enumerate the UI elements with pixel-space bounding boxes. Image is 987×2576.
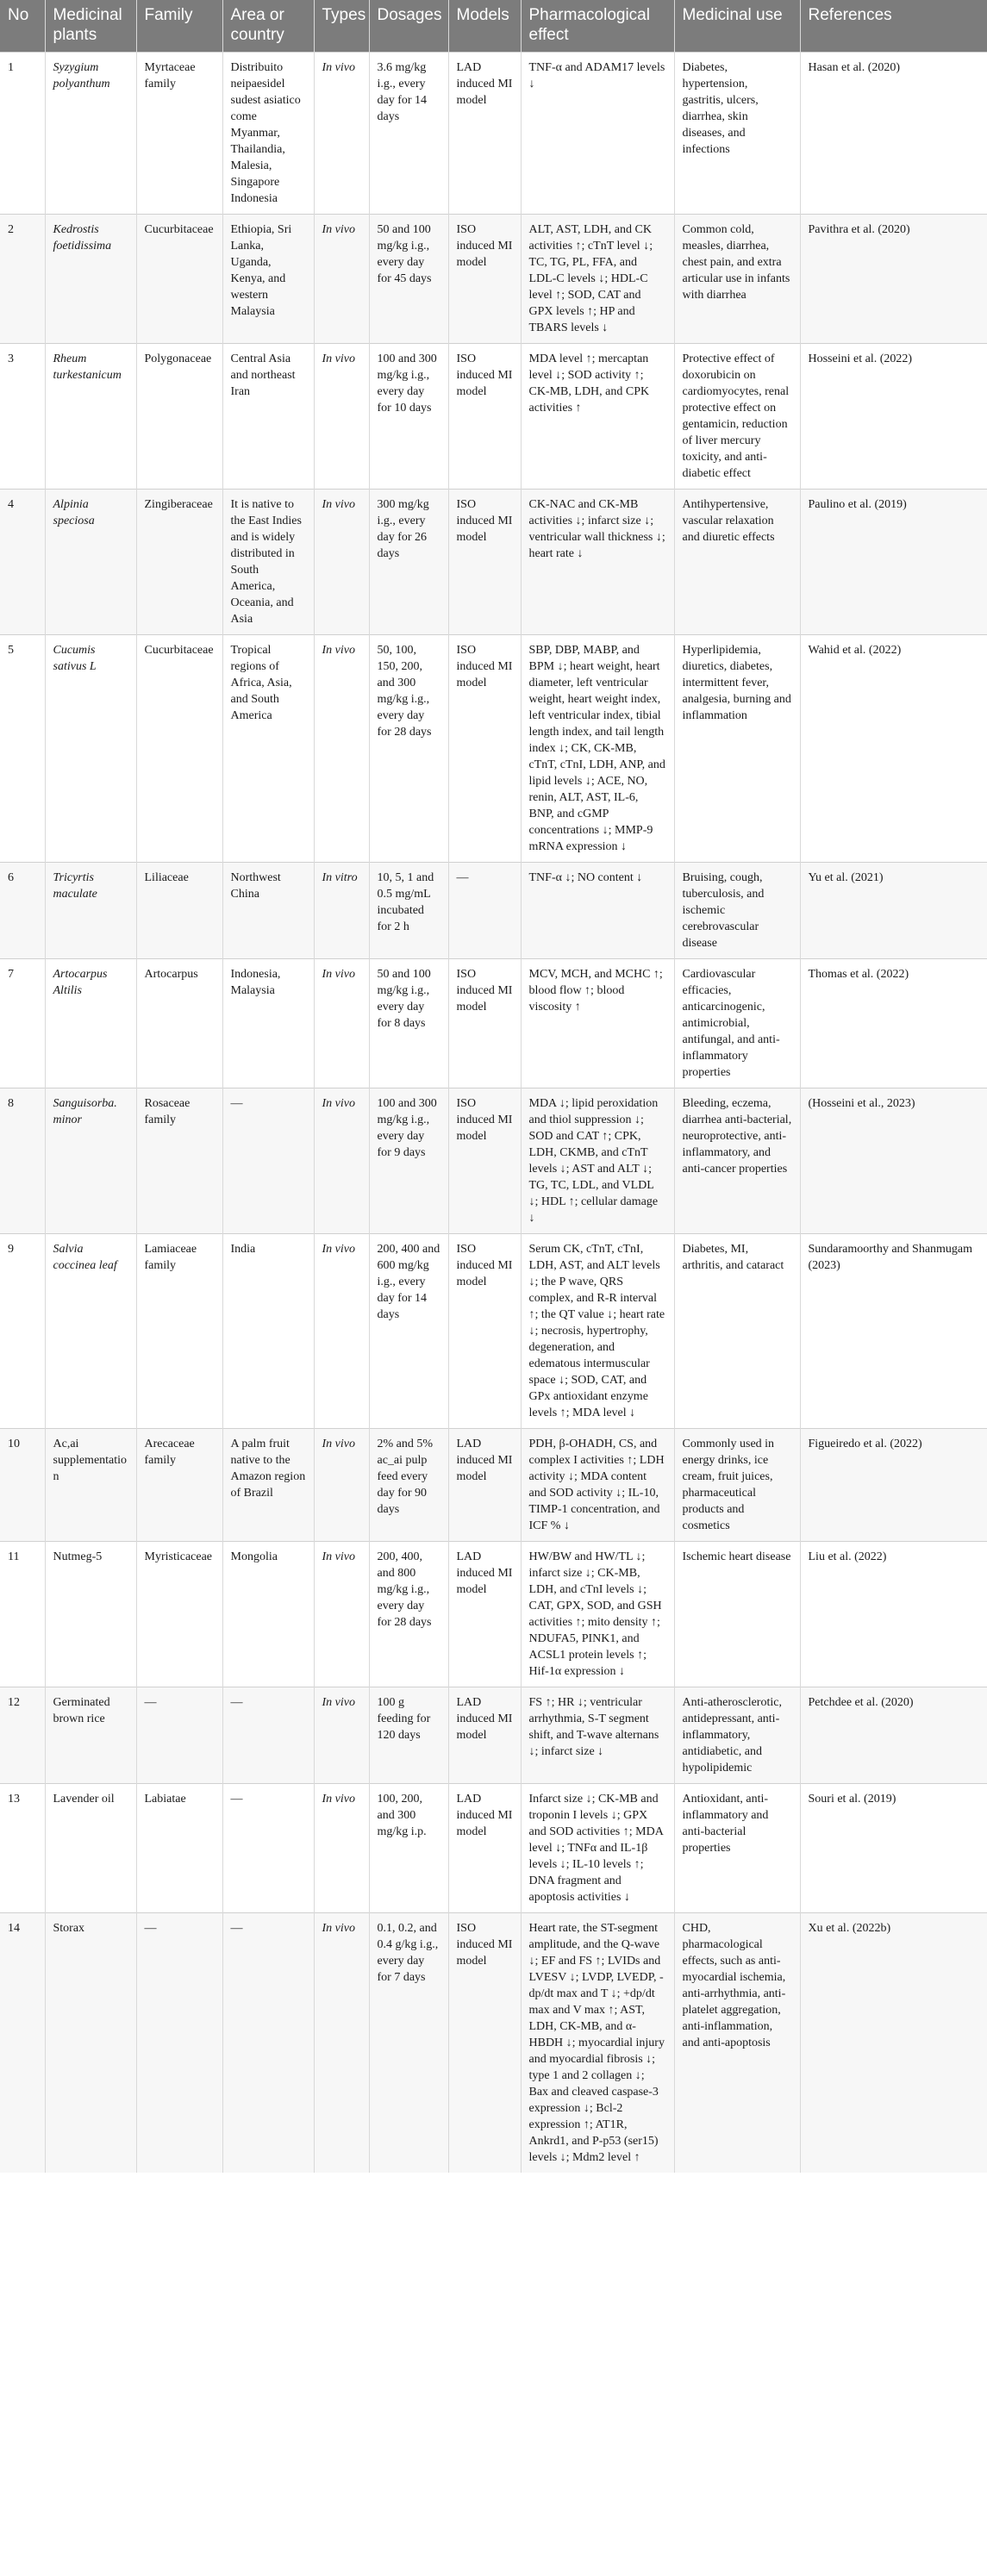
cell-medicinal-use: Hyperlipidemia, diuretics, diabetes, intermittent fever, analgesia, burning and inflammation (674, 635, 800, 863)
cell-model: ISO induced MI model (448, 1913, 521, 2174)
cell-no: 1 (0, 53, 45, 215)
header-medicinal-use: Medicinal use (674, 0, 800, 53)
cell-medicinal-use: Diabetes, MI, arthritis, and cataract (674, 1234, 800, 1429)
table-body (0, 53, 987, 2174)
cell-medicinal-plant: Germinated brown rice (45, 1687, 136, 1784)
cell-no: 11 (0, 1542, 45, 1687)
cell-family: Polygonaceae (136, 344, 222, 490)
cell-no: 9 (0, 1234, 45, 1429)
cell-medicinal-plant: Lavender oil (45, 1784, 136, 1913)
cell-type: In vivo (314, 53, 369, 215)
cell-model: LAD induced MI model (448, 53, 521, 215)
cell-dosage: 0.1, 0.2, and 0.4 g/kg i.g., every day for 7 days (369, 1913, 448, 2174)
cell-pharmacological-effect: HW/BW and HW/TL ↓; infarct size ↓; CK-MB, LDH, and cTnI levels ↓; CAT, GPX, SOD, and GSH activities ↑; mito density ↑; NDUFA5, PINK1, and ACSL1 protein levels ↑; Hif-1α expression ↓ (521, 1542, 674, 1687)
cell-medicinal-use: Diabetes, hypertension, gastritis, ulcers, diarrhea, skin diseases, and infections (674, 53, 800, 215)
header-pharmacological-effect: Pharmacological effect (521, 0, 674, 53)
cell-type: In vivo (314, 1784, 369, 1913)
cell-medicinal-plant: Nutmeg-5 (45, 1542, 136, 1687)
header-area-or-country: Area or country (222, 0, 314, 53)
cell-pharmacological-effect: Serum CK, cTnT, cTnI, LDH, AST, and ALT levels ↓; the P wave, QRS complex, and R-R interval ↑; the QT value ↓; heart rate ↓; necrosis, hypertrophy, degeneration, and edematous intermuscular space ↓; SOD, CAT, and GPx antioxidant enzyme levels ↑; MDA level ↓ (521, 1234, 674, 1429)
cell-type: In vivo (314, 344, 369, 490)
cell-pharmacological-effect: ALT, AST, LDH, and CK activities ↑; cTnT level ↓; TC, TG, PL, FFA, and LDL-C levels ↓; HDL-C level ↑; SOD, CAT and GPX levels ↑; HP and TBARS levels ↓ (521, 215, 674, 344)
cell-family: Liliaceae (136, 863, 222, 959)
cell-model: LAD induced MI model (448, 1542, 521, 1687)
cell-area: Indonesia, Malaysia (222, 959, 314, 1088)
cell-family: Artocarpus (136, 959, 222, 1088)
cell-medicinal-use: Commonly used in energy drinks, ice cream, fruit juices, pharmaceutical products and cosmetics (674, 1429, 800, 1542)
cell-medicinal-use: CHD, pharmacological effects, such as anti-myocardial ischemia, anti-arrhythmia, anti-platelet aggregation, anti-inflammation, and anti-apoptosis (674, 1913, 800, 2174)
cell-reference: Wahid et al. (2022) (800, 635, 987, 863)
cell-type: In vivo (314, 959, 369, 1088)
cell-dosage: 2% and 5% ac_ai pulp feed every day for 90 days (369, 1429, 448, 1542)
cell-dosage: 100, 200, and 300 mg/kg i.p. (369, 1784, 448, 1913)
cell-family: Myrtaceae family (136, 53, 222, 215)
cell-area: A palm fruit native to the Amazon region of Brazil (222, 1429, 314, 1542)
cell-model: ISO induced MI model (448, 1088, 521, 1234)
cell-family: Lamiaceae family (136, 1234, 222, 1429)
cell-model: LAD induced MI model (448, 1429, 521, 1542)
cell-no: 6 (0, 863, 45, 959)
header-references: References (800, 0, 987, 53)
header-dosages: Dosages (369, 0, 448, 53)
cell-medicinal-plant: Storax (45, 1913, 136, 2174)
cell-area: India (222, 1234, 314, 1429)
cell-area: Ethiopia, Sri Lanka, Uganda, Kenya, and western Malaysia (222, 215, 314, 344)
cell-medicinal-plant: Artocarpus Altilis (45, 959, 136, 1088)
cell-reference: Souri et al. (2019) (800, 1784, 987, 1913)
cell-area: — (222, 1784, 314, 1913)
header-family: Family (136, 0, 222, 53)
cell-medicinal-plant: Rheum turkestanicum (45, 344, 136, 490)
cell-pharmacological-effect: SBP, DBP, MABP, and BPM ↓; heart weight, heart diameter, left ventricular weight, heart weight index, left ventricular index, tibial length index, and tail length index ↓; CK, CK-MB, cTnT, cTnI, LDH, ANP, and lipid levels ↓; ACE, NO, renin, ALT, AST, IL-6, BNP, and cGMP concentrations ↓; MMP-9 mRNA expression ↓ (521, 635, 674, 863)
cell-medicinal-use: Bruising, cough, tuberculosis, and ischemic cerebrovascular disease (674, 863, 800, 959)
cell-pharmacological-effect: MCV, MCH, and MCHC ↑; blood flow ↑; blood viscosity ↑ (521, 959, 674, 1088)
cell-reference: Petchdee et al. (2020) (800, 1687, 987, 1784)
table-row (0, 1542, 987, 1687)
cell-area: It is native to the East Indies and is widely distributed in South America, Oceania, and Asia (222, 490, 314, 635)
cell-medicinal-use: Anti-atherosclerotic, antidepressant, anti-inflammatory, antidiabetic, and hypolipidemic (674, 1687, 800, 1784)
cell-pharmacological-effect: CK-NAC and CK-MB activities ↓; infarct size ↓; ventricular wall thickness ↓; heart rate ↓ (521, 490, 674, 635)
cell-pharmacological-effect: MDA ↓; lipid peroxidation and thiol suppression ↓; SOD and CAT ↑; CPK, LDH, CKMB, and cTnT levels ↓; AST and ALT ↓; TG, TC, LDL, and VLDL ↓; HDL ↑; cellular damage ↓ (521, 1088, 674, 1234)
cell-family: Myristicaceae (136, 1542, 222, 1687)
cell-no: 14 (0, 1913, 45, 2174)
cell-family: — (136, 1687, 222, 1784)
cell-type: In vivo (314, 215, 369, 344)
table-row (0, 1088, 987, 1234)
table-row (0, 635, 987, 863)
header-medicinal-plants: Medicinal plants (45, 0, 136, 53)
cell-area: — (222, 1913, 314, 2174)
cell-model: ISO induced MI model (448, 344, 521, 490)
cell-reference: Pavithra et al. (2020) (800, 215, 987, 344)
cell-reference: Hasan et al. (2020) (800, 53, 987, 215)
header-row (0, 0, 987, 53)
cell-no: 4 (0, 490, 45, 635)
cell-type: In vivo (314, 1542, 369, 1687)
cell-reference: Thomas et al. (2022) (800, 959, 987, 1088)
table-row (0, 490, 987, 635)
cell-medicinal-plant: Ac,ai supplementation (45, 1429, 136, 1542)
cell-model: LAD induced MI model (448, 1784, 521, 1913)
cell-medicinal-use: Ischemic heart disease (674, 1542, 800, 1687)
cell-reference: Paulino et al. (2019) (800, 490, 987, 635)
header-no: No (0, 0, 45, 53)
cell-pharmacological-effect: Heart rate, the ST-segment amplitude, and the Q-wave ↓; EF and FS ↑; LVIDs and LVESV ↓; LVDP, LVEDP, -dp/dt max and T ↓; +dp/dt max and V max ↑; AST, LDH, CK-MB, and α-HBDH ↓; myocardial injury and myocardial fibrosis ↓; type 1 and 2 collagen ↓; Bax and cleaved caspase-3 expression ↓; Bcl-2 expression ↑; AT1R, Ankrd1, and P-p53 (ser15) levels ↓; Mdm2 level ↑ (521, 1913, 674, 2174)
cell-medicinal-use: Cardiovascular efficacies, anticarcinogenic, antimicrobial, antifungal, and anti-inflammatory properties (674, 959, 800, 1088)
table-row (0, 215, 987, 344)
cell-family: — (136, 1913, 222, 2174)
cell-dosage: 3.6 mg/kg i.g., every day for 14 days (369, 53, 448, 215)
cell-type: In vivo (314, 1687, 369, 1784)
cell-area: — (222, 1687, 314, 1784)
cell-dosage: 300 mg/kg i.g., every day for 26 days (369, 490, 448, 635)
cell-reference: Hosseini et al. (2022) (800, 344, 987, 490)
cell-family: Cucurbitaceae (136, 215, 222, 344)
cell-medicinal-use: Antioxidant, anti-inflammatory and anti-bacterial properties (674, 1784, 800, 1913)
cell-no: 10 (0, 1429, 45, 1542)
cell-dosage: 100 and 300 mg/kg i.g., every day for 10 days (369, 344, 448, 490)
cell-family: Rosaceae family (136, 1088, 222, 1234)
table-row (0, 1784, 987, 1913)
cell-model: ISO induced MI model (448, 1234, 521, 1429)
cell-reference: Liu et al. (2022) (800, 1542, 987, 1687)
cell-no: 7 (0, 959, 45, 1088)
table-row (0, 1429, 987, 1542)
table-row (0, 1913, 987, 2174)
cell-family: Zingiberaceae (136, 490, 222, 635)
cell-dosage: 50, 100, 150, 200, and 300 mg/kg i.g., every day for 28 days (369, 635, 448, 863)
cell-area: Tropical regions of Africa, Asia, and South America (222, 635, 314, 863)
cell-pharmacological-effect: MDA level ↑; mercaptan level ↓; SOD activity ↑; CK-MB, LDH, and CPK activities ↑ (521, 344, 674, 490)
table-row (0, 344, 987, 490)
cell-type: In vivo (314, 1234, 369, 1429)
cell-no: 13 (0, 1784, 45, 1913)
cell-no: 12 (0, 1687, 45, 1784)
cell-family: Labiatae (136, 1784, 222, 1913)
cell-medicinal-plant: Syzygium polyanthum (45, 53, 136, 215)
cell-area: Mongolia (222, 1542, 314, 1687)
cell-pharmacological-effect: Infarct size ↓; CK-MB and troponin I levels ↓; GPX and SOD activities ↑; MDA level ↓; TNFα and IL-1β levels ↓; IL-10 levels ↑; DNA fragment and apoptosis activities ↓ (521, 1784, 674, 1913)
cell-model: ISO induced MI model (448, 635, 521, 863)
cell-dosage: 10, 5, 1 and 0.5 mg/mL incubated for 2 h (369, 863, 448, 959)
cell-type: In vitro (314, 863, 369, 959)
cell-family: Arecaceae family (136, 1429, 222, 1542)
cell-medicinal-plant: Alpinia speciosa (45, 490, 136, 635)
cell-pharmacological-effect: PDH, β-OHADH, CS, and complex I activities ↑; LDH activity ↓; MDA content and SOD activity ↓; IL-10, TIMP-1 concentration, and ICF % ↓ (521, 1429, 674, 1542)
cell-reference: Xu et al. (2022b) (800, 1913, 987, 2174)
table-row (0, 863, 987, 959)
cell-medicinal-use: Common cold, measles, diarrhea, chest pain, and extra articular use in infants with diarrhea (674, 215, 800, 344)
cell-pharmacological-effect: FS ↑; HR ↓; ventricular arrhythmia, S-T segment shift, and T-wave alternans ↓; infarct size ↓ (521, 1687, 674, 1784)
cell-pharmacological-effect: TNF-α and ADAM17 levels ↓ (521, 53, 674, 215)
cell-medicinal-use: Antihypertensive, vascular relaxation and diuretic effects (674, 490, 800, 635)
cell-area: — (222, 1088, 314, 1234)
cell-type: In vivo (314, 1913, 369, 2174)
cell-area: Distribuito neipaesidel sudest asiatico come Myanmar, Thailandia, Malesia, Singapore Indonesia (222, 53, 314, 215)
cell-medicinal-plant: Kedrostis foetidissima (45, 215, 136, 344)
cell-dosage: 200, 400 and 600 mg/kg i.g., every day for 14 days (369, 1234, 448, 1429)
cell-model: LAD induced MI model (448, 1687, 521, 1784)
cell-model: ISO induced MI model (448, 215, 521, 344)
cell-dosage: 200, 400, and 800 mg/kg i.g., every day for 28 days (369, 1542, 448, 1687)
cell-reference: (Hosseini et al., 2023) (800, 1088, 987, 1234)
cell-type: In vivo (314, 635, 369, 863)
cell-reference: Yu et al. (2021) (800, 863, 987, 959)
cell-pharmacological-effect: TNF-α ↓; NO content ↓ (521, 863, 674, 959)
cell-dosage: 50 and 100 mg/kg i.g., every day for 8 days (369, 959, 448, 1088)
cell-medicinal-plant: Tricyrtis maculate (45, 863, 136, 959)
cell-model: ISO induced MI model (448, 490, 521, 635)
cell-model: — (448, 863, 521, 959)
cell-dosage: 50 and 100 mg/kg i.g., every day for 45 days (369, 215, 448, 344)
cell-reference: Figueiredo et al. (2022) (800, 1429, 987, 1542)
cell-medicinal-plant: Sanguisorba. minor (45, 1088, 136, 1234)
table-row (0, 959, 987, 1088)
cell-medicinal-plant: Cucumis sativus L (45, 635, 136, 863)
cell-area: Northwest China (222, 863, 314, 959)
cell-area: Central Asia and northeast Iran (222, 344, 314, 490)
cell-no: 2 (0, 215, 45, 344)
cell-no: 5 (0, 635, 45, 863)
table-row (0, 1234, 987, 1429)
cell-dosage: 100 g feeding for 120 days (369, 1687, 448, 1784)
header-models: Models (448, 0, 521, 53)
cell-no: 8 (0, 1088, 45, 1234)
cell-type: In vivo (314, 1088, 369, 1234)
cell-type: In vivo (314, 1429, 369, 1542)
cell-medicinal-use: Protective effect of doxorubicin on cardiomyocytes, renal protective effect on gentamicin, reduction of liver mercury toxicity, and anti-diabetic effect (674, 344, 800, 490)
cell-medicinal-plant: Salvia coccinea leaf (45, 1234, 136, 1429)
cell-medicinal-use: Bleeding, eczema, diarrhea anti-bacterial, neuroprotective, anti-inflammatory, and anti-cancer properties (674, 1088, 800, 1234)
table-row (0, 1687, 987, 1784)
table-row (0, 53, 987, 215)
cell-model: ISO induced MI model (448, 959, 521, 1088)
cell-family: Cucurbitaceae (136, 635, 222, 863)
cell-type: In vivo (314, 490, 369, 635)
header-types: Types (314, 0, 369, 53)
cell-reference: Sundaramoorthy and Shanmugam (2023) (800, 1234, 987, 1429)
cell-no: 3 (0, 344, 45, 490)
cell-dosage: 100 and 300 mg/kg i.g., every day for 9 days (369, 1088, 448, 1234)
